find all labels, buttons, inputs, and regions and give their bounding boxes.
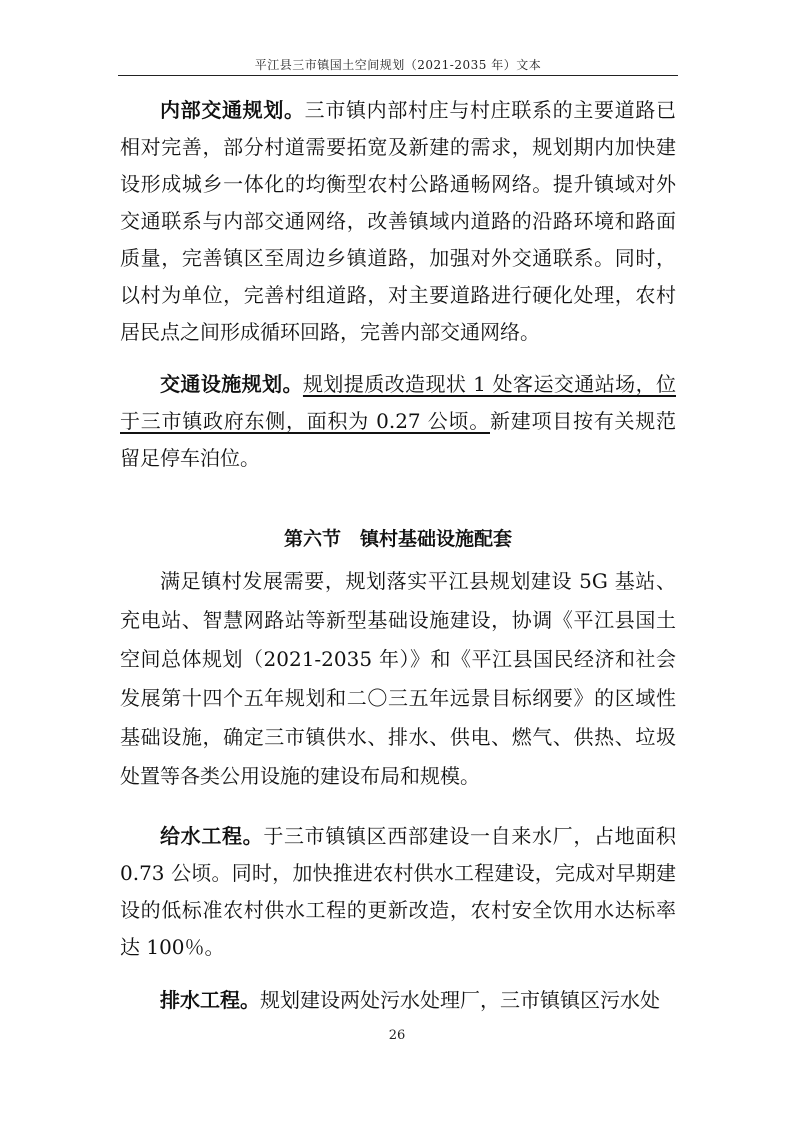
drainage-heading: 排水工程。 [160, 988, 260, 1012]
header-divider [118, 75, 678, 76]
traffic-facilities-heading: 交通设施规划。 [160, 372, 303, 396]
traffic-facilities-paragraph [120, 366, 676, 477]
water-supply-heading: 给水工程。 [160, 824, 264, 848]
infrastructure-intro-text: 满足镇村发展需要，规划落实平江县规划建设 5G 基站、充电站、智慧网路站等新型基础设施建设，协调《平江县国土空间总体规划（2021-2035 年）》和《平江县国民经济和社会发展第十四个五年规划和二〇三五年远景目标纲要》的区域性基础设施，确定三市镇供水、排水、供电、燃气、供热、垃圾处置等各类公用设施的建设布局和规模。 [120, 569, 676, 788]
page-number: 26 [388, 1028, 406, 1043]
internal-traffic-text: 三市镇内部村庄与村庄联系的主要道路已相对完善，部分村道需要拓宽及新建的需求，规划期内加快建设形成城乡一体化的均衡型农村公路通畅网络。提升镇域对外交通联系与内部交通网络，改善镇域内道路的沿路环境和路面质量，完善镇区至周边乡镇道路，加强对外交通联系。同时，以村为单位，完善村组道路，对主要道路进行硬化处理，农村居民点之间形成循环回路，完善内部交通网络。 [120, 98, 677, 344]
internal-traffic-paragraph [120, 92, 676, 351]
infrastructure-intro-paragraph [120, 562, 676, 796]
traffic-facilities-underlined-text: 规划提质改造现状 1 处客运交通站场，位于三市镇政府东侧，面积为 0.27 公顷。 [120, 372, 676, 433]
section-title: 第六节 镇村基础设施配套 [283, 528, 512, 550]
drainage-text: 规划建设两处污水处理厂，三市镇镇区污水处 [260, 988, 660, 1012]
traffic-facilities-text: 新建项目按有关规范留足停车泊位。 [120, 409, 676, 470]
water-supply-text: 于三市镇镇区西部建设一自来水厂，占地面积 0.73 公顷。同时，加快推进农村供水工程建设，完成对早期建设的低标准农村供水工程的更新改造，农村安全饮用水达标率达 100％。 [120, 824, 677, 959]
internal-traffic-heading: 内部交通规划。 [160, 98, 305, 122]
page-header: 平江县三市镇国土空间规划（2021-2035 年）文本 [254, 58, 542, 72]
water-supply-paragraph [120, 818, 676, 966]
drainage-paragraph [120, 982, 676, 1019]
